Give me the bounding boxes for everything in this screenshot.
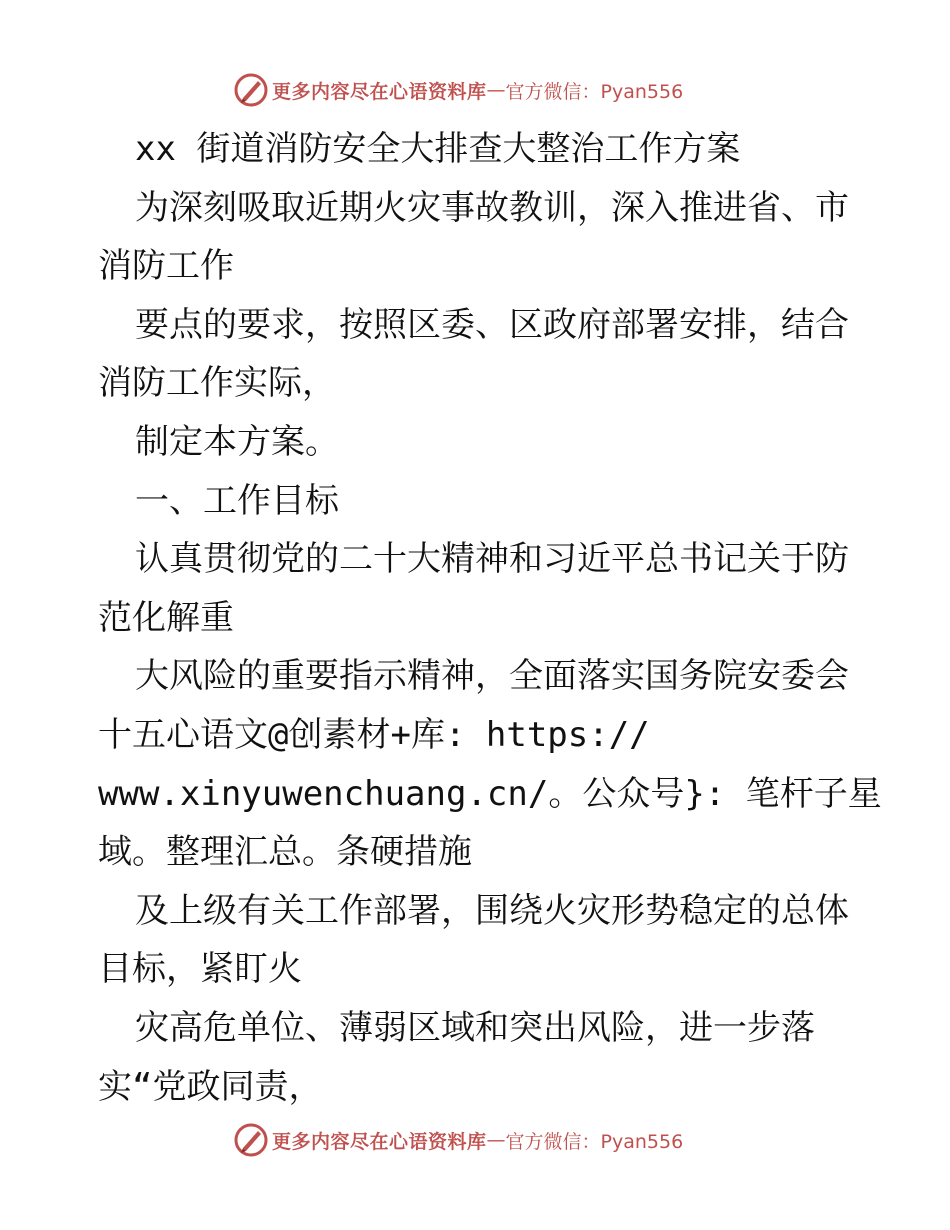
document-body — [98, 120, 882, 1116]
banner-main-text: 更多内容尽在心语资料库 — [272, 1130, 487, 1153]
document-title: xx 街道消防安全大排查大整治工作方案 — [135, 129, 741, 169]
paragraph-line: 认真贯彻党的二十大精神和习近平总书记关于防 — [135, 539, 849, 580]
banner-dash: — — [486, 79, 506, 101]
paragraph-line: 要点的要求，按照区委、区政府部署安排，结合 — [135, 304, 849, 345]
paragraph-line: 制定本方案。 — [135, 421, 339, 462]
paragraph-line: 消防工作 — [98, 246, 234, 287]
paragraph-line: 实“党政同责， — [98, 1066, 323, 1107]
banner-wechat-text: 官方微信：Pyan556 — [505, 1130, 684, 1153]
paragraph-line: 十五心语文@创素材+库: https:// — [98, 714, 650, 755]
paragraph-line: 灾高危单位、薄弱区域和突出风险，进一步落 — [135, 1007, 815, 1048]
paragraph-line: 为深刻吸取近期火灾事故教训，深入推进省、市 — [135, 187, 849, 228]
paragraph-line: www.xinyuwenchuang.cn/。公众号}: 笔杆子星 — [98, 773, 882, 814]
banner-main-text: 更多内容尽在心语资料库 — [272, 80, 487, 103]
paragraph-line: 范化解重 — [98, 597, 234, 638]
paragraph-line: 消防工作实际， — [98, 363, 336, 404]
footer-banner — [234, 1122, 683, 1158]
section-heading: 一、工作目标 — [135, 480, 339, 521]
banner-dash: — — [486, 1129, 506, 1151]
paragraph-line: 大风险的重要指示精神，全面落实国务院安委会 — [135, 656, 849, 697]
paragraph-line: 及上级有关工作部署，围绕火灾形势稳定的总体 — [135, 890, 849, 931]
pen-logo-icon — [234, 1123, 268, 1157]
header-banner — [234, 72, 683, 108]
banner-wechat-text: 官方微信：Pyan556 — [505, 80, 684, 103]
pen-logo-icon — [234, 73, 268, 107]
paragraph-line: 域。整理汇总。条硬措施 — [98, 832, 472, 873]
paragraph-line: 目标，紧盯火 — [98, 949, 302, 990]
